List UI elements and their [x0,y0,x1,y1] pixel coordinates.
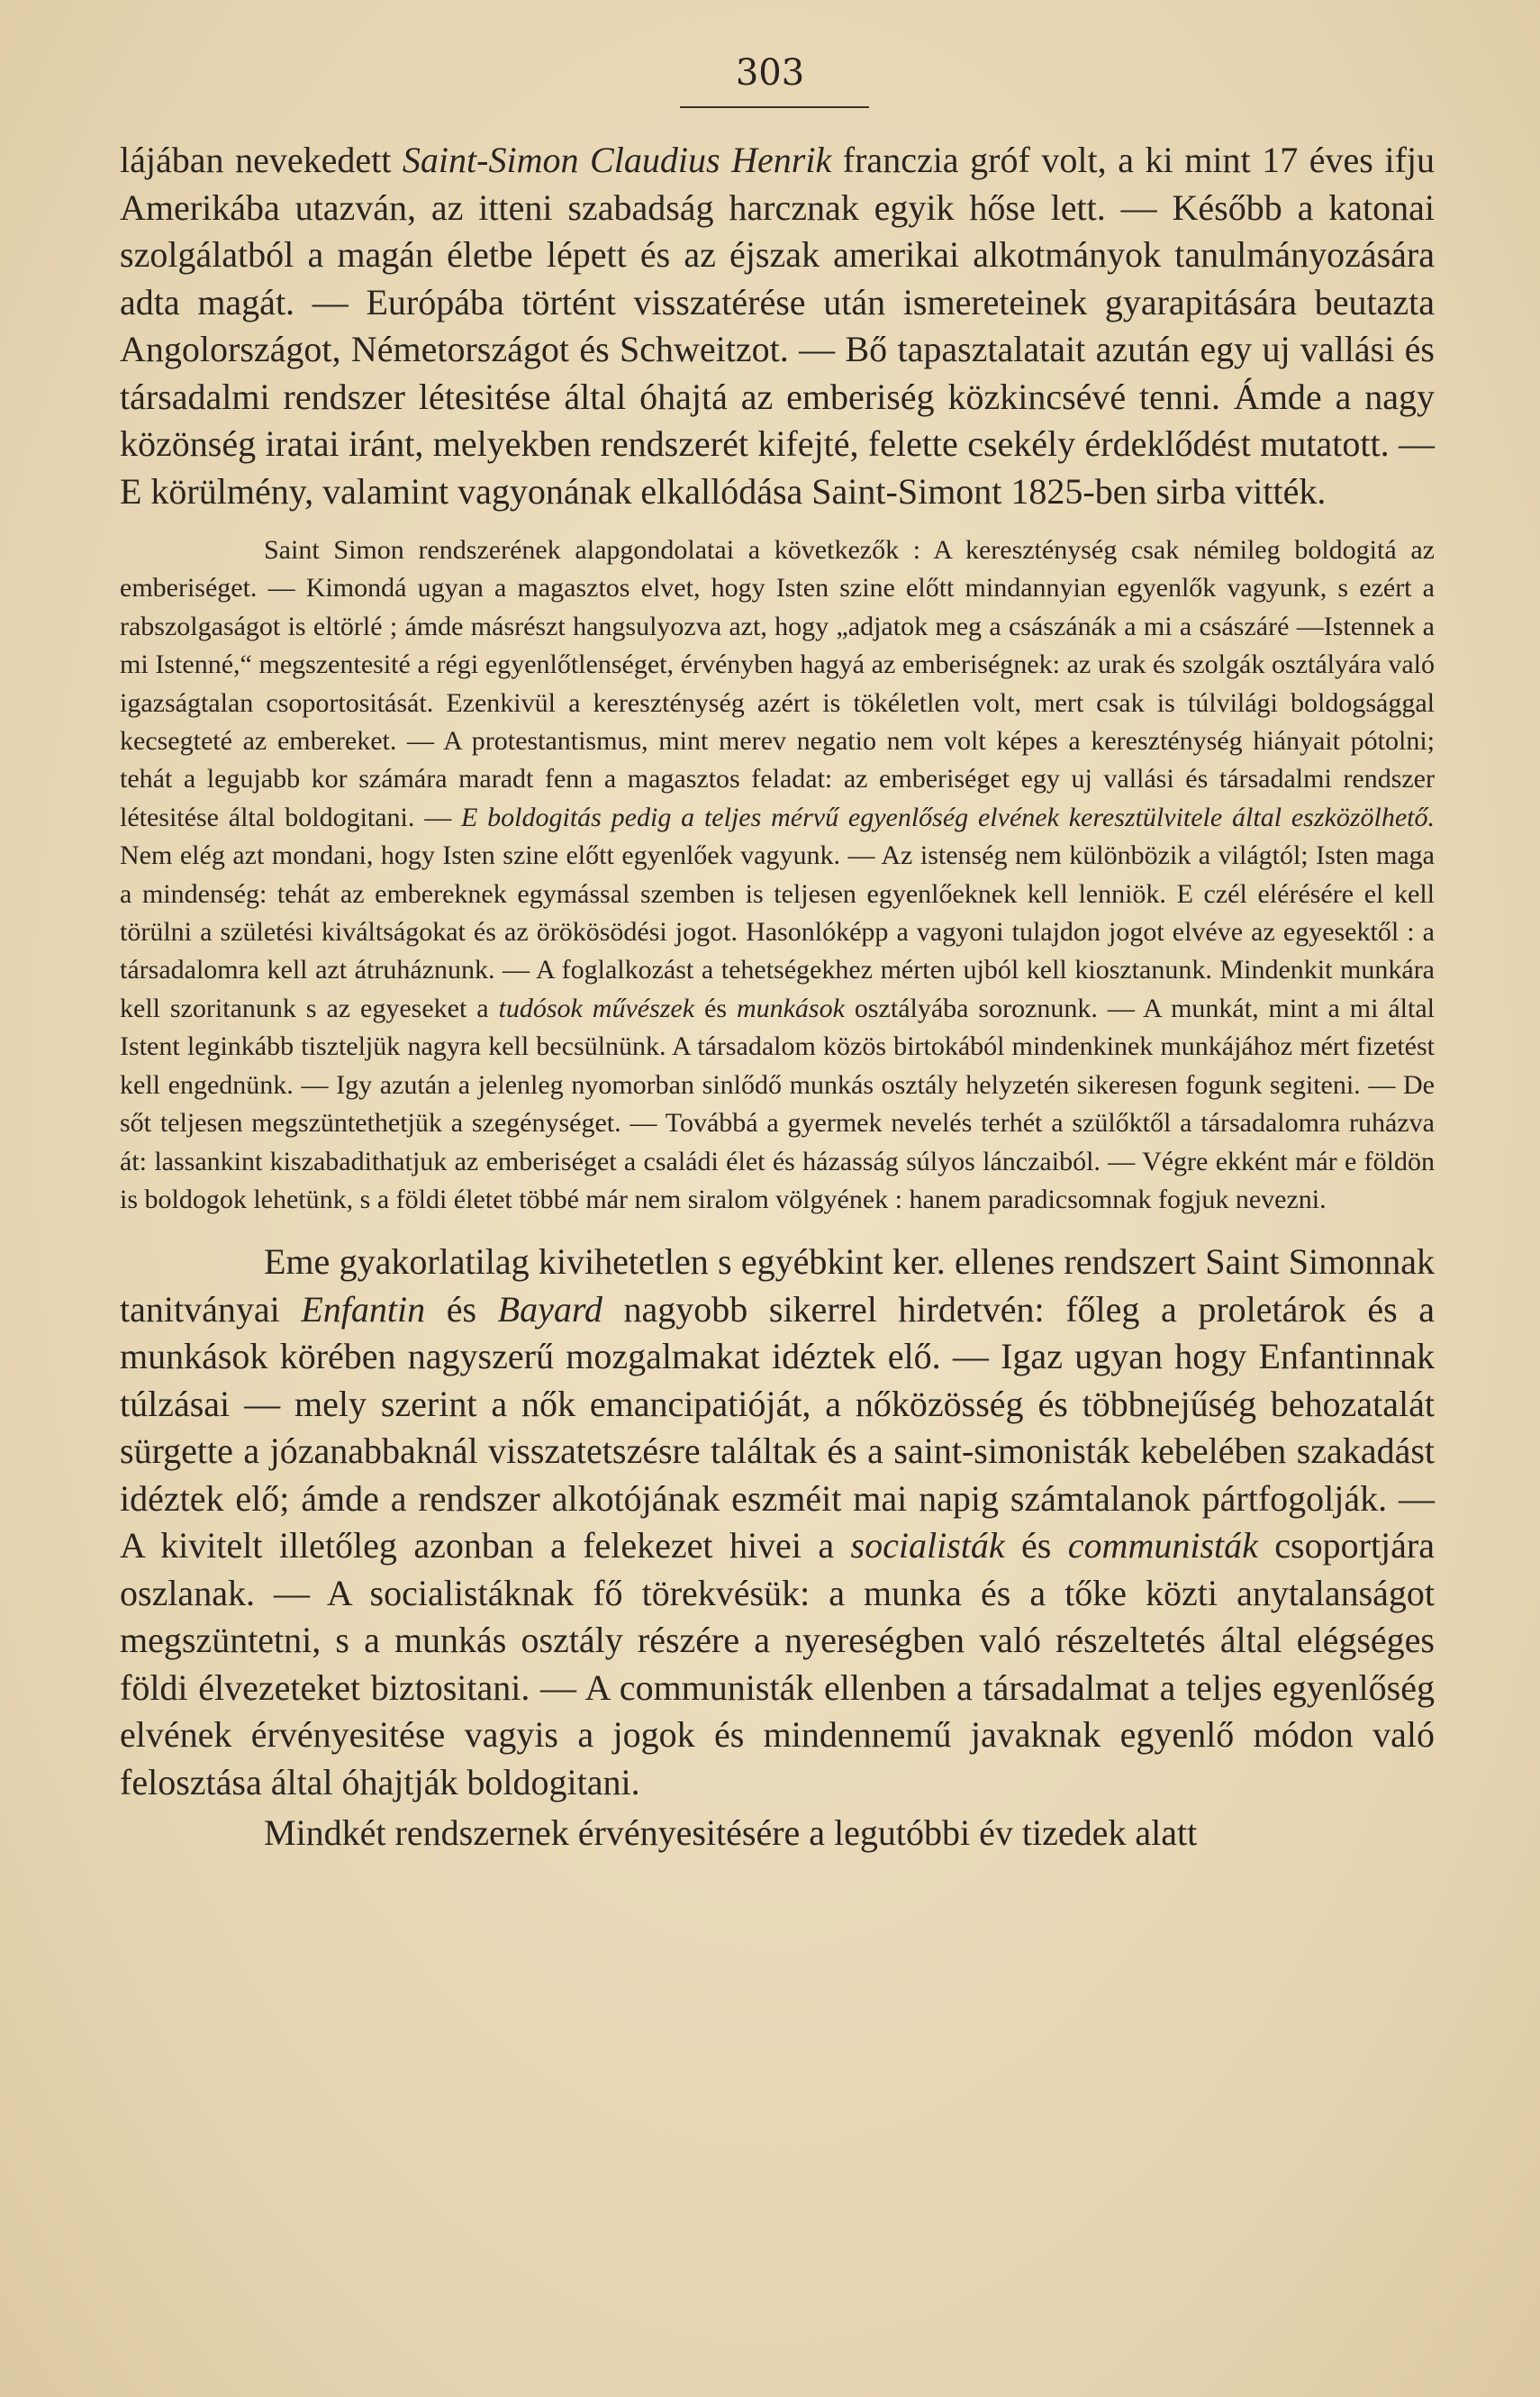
italic-term: socialisták [850,1525,1005,1566]
text-run: és [1004,1525,1068,1566]
text-run: osztályába soroznunk. — A munkát, mint a mi által Istent leginkább tiszteljük nagyra kell becsülnünk. A társadalom közös birtokából mindenkinek munkájához mért fizetést kell engednünk. — Igy azután a jelenleg nyomorban sinlődő munkás osztály helyzetén sikeresen fogunk segiteni. — De sőt teljesen megszüntethetjük a szegénységet. — Továbbá a gyermek nevelés terhét a szülőktől a társadalomra ruházva át: lassankint kiszabadithatjuk az emberiséget a családi élet és házasság súlyos lánczaiból. — Végre ekként már e földön is boldogok lehetünk, s a földi életet többé már nem siralom völgyének : hanem paradicsomnak fogjuk nevezni. [120,993,1435,1214]
italic-name: Saint-Simon Claudius Henrik [402,140,832,180]
page-content [120,137,1435,1857]
text-run: Saint Simon rendszerének alapgondolatai a következők : A kereszténység csak némileg boldogitá az emberiséget. — Kimondá ugyan a magasztos elvet, hogy Isten szine előtt mindannyian egyenlők vagyunk, s ezért a rabszolgaságot is eltörlé ; ámde másrészt hangsulyozva azt, hogy „adjatok meg a császánák a mi a császáré —Istennek a mi Istenné,“ megszentesité a régi egyenlőtlenséget, érvényben hagyá az emberiségnek: az urak és szolgák osztályára való igazságtalan csoportositását. Ezenkivül a kereszténység azért is tökéletlen volt, mert csak is túlvilági boldogsággal kecsegteté az embereket. — A protestantismus, mint merev negatio nem volt képes a kereszténység hiányait pótolni; tehát a legujabb kor számára maradt fenn a magasztos feladat: az emberiséget egy uj vallási és társadalmi rendszer létesitése által boldogitani. — [120,535,1435,832]
italic-name: Enfantin [301,1288,426,1330]
text-run: Nem elég azt mondani, hogy Isten szine előtt egyenlőek vagyunk. — Az istenség nem különbözik a világtól; Isten maga a mindenség: tehát az embereknek egymással szemben is teljesen egyenlőeknek kell lenniök. E czél elérésére el kell törülni a születési kiváltságokat és az örökösödési jogot. Hasonlóképp a vagyoni tulajdon jogot elvéve az egyesektől : a társadalomra kell azt átruháznunk. — A foglalkozást a tehetségekhez mérten ujból kell kiosztanunk. Mindenkit munkára kell szoritanunk s az egyeseket a [120,840,1435,1023]
text-run: csoportjára oszlanak. — A socialistáknak fő törekvésük: a munka és a tőke közti anytalanságot megszüntetni, s a munkás osztály részére a nyereségben való részeltetés által elégséges földi élvezeteket biztositani. — A communisták ellenben a társadalmat a teljes egyenlőség elvének érvényesitése vagyis a jogok és mindennemű javaknak egyenlő módon való felosztása által óhajtják boldogitani. [120,1525,1435,1802]
text-run: lájában nevekedett [120,140,403,180]
page-number: 303 [735,52,805,94]
italic-term: communisták [1067,1525,1258,1566]
header-rule [680,106,869,108]
text-run: és [694,993,737,1023]
text-run: Eme gyakorlatilag kivihetetlen s egyébkint ker. ellenes rendszert Saint Simonnak tanitványai [120,1241,1435,1330]
paragraph-saint-simon-bio [120,137,1435,515]
italic-term: tudósok művészek [498,993,695,1023]
paragraph-disciples [120,1239,1435,1806]
text-run: franczia gróf volt, a ki mint 17 éves ifju Amerikába utazván, az itteni szabadság harcznak egyik hőse lett. — Később a katonai szolgálatból a magán életbe lépett és az éjszak amerikai alkotmányok tanulmányozására adta magát. — Európába történt visszatérése után ismereteinek gyarapitására beutazta Angolországot, Németországot és Schweitzot. — Bő tapasztalatait azután egy uj vallási és társadalmi rendszer létesitése által óhajtá az emberiség közkincsévé tenni. Ámde a nagy közönség iratai iránt, melyekben rendszerét kifejté, felette csekély érdeklődést mutatott. — E körülmény, valamint vagyonának elkallódása Saint-Simont 1825-ben sirba vitték. [120,140,1436,512]
italic-emphasis: E boldogitás pedig a teljes mérvű egyenlőség elvének keresztülvitele által eszközölhető. [461,802,1435,832]
paragraph-final-line [120,1810,1435,1857]
paragraph-system-summary [120,531,1435,1219]
italic-term: munkások [736,993,845,1023]
text-run: és [425,1288,498,1330]
text-run: Mindkét rendszernek érvényesitésére a legutóbbi év tizedek alatt [264,1812,1198,1854]
italic-name: Bayard [497,1288,602,1330]
text-run: nagyobb sikerrel hirdetvén: főleg a proletárok és a munkások körében nagyszerű mozgalmakat idéztek elő. — Igaz ugyan hogy Enfantinnak túlzásai — mely szerint a nők emancipatióját, a nőközösség és többnejűség behozatalát sürgette a józanabbaknál visszatetszésre találtak és a saint-simonisták kebelében szakadást idéztek elő; ámde a rendszer alkotójának eszméit mai napig számtalanok pártfogolják. — A kivitelt illetőleg azonban a felekezet hivei a [120,1288,1435,1566]
